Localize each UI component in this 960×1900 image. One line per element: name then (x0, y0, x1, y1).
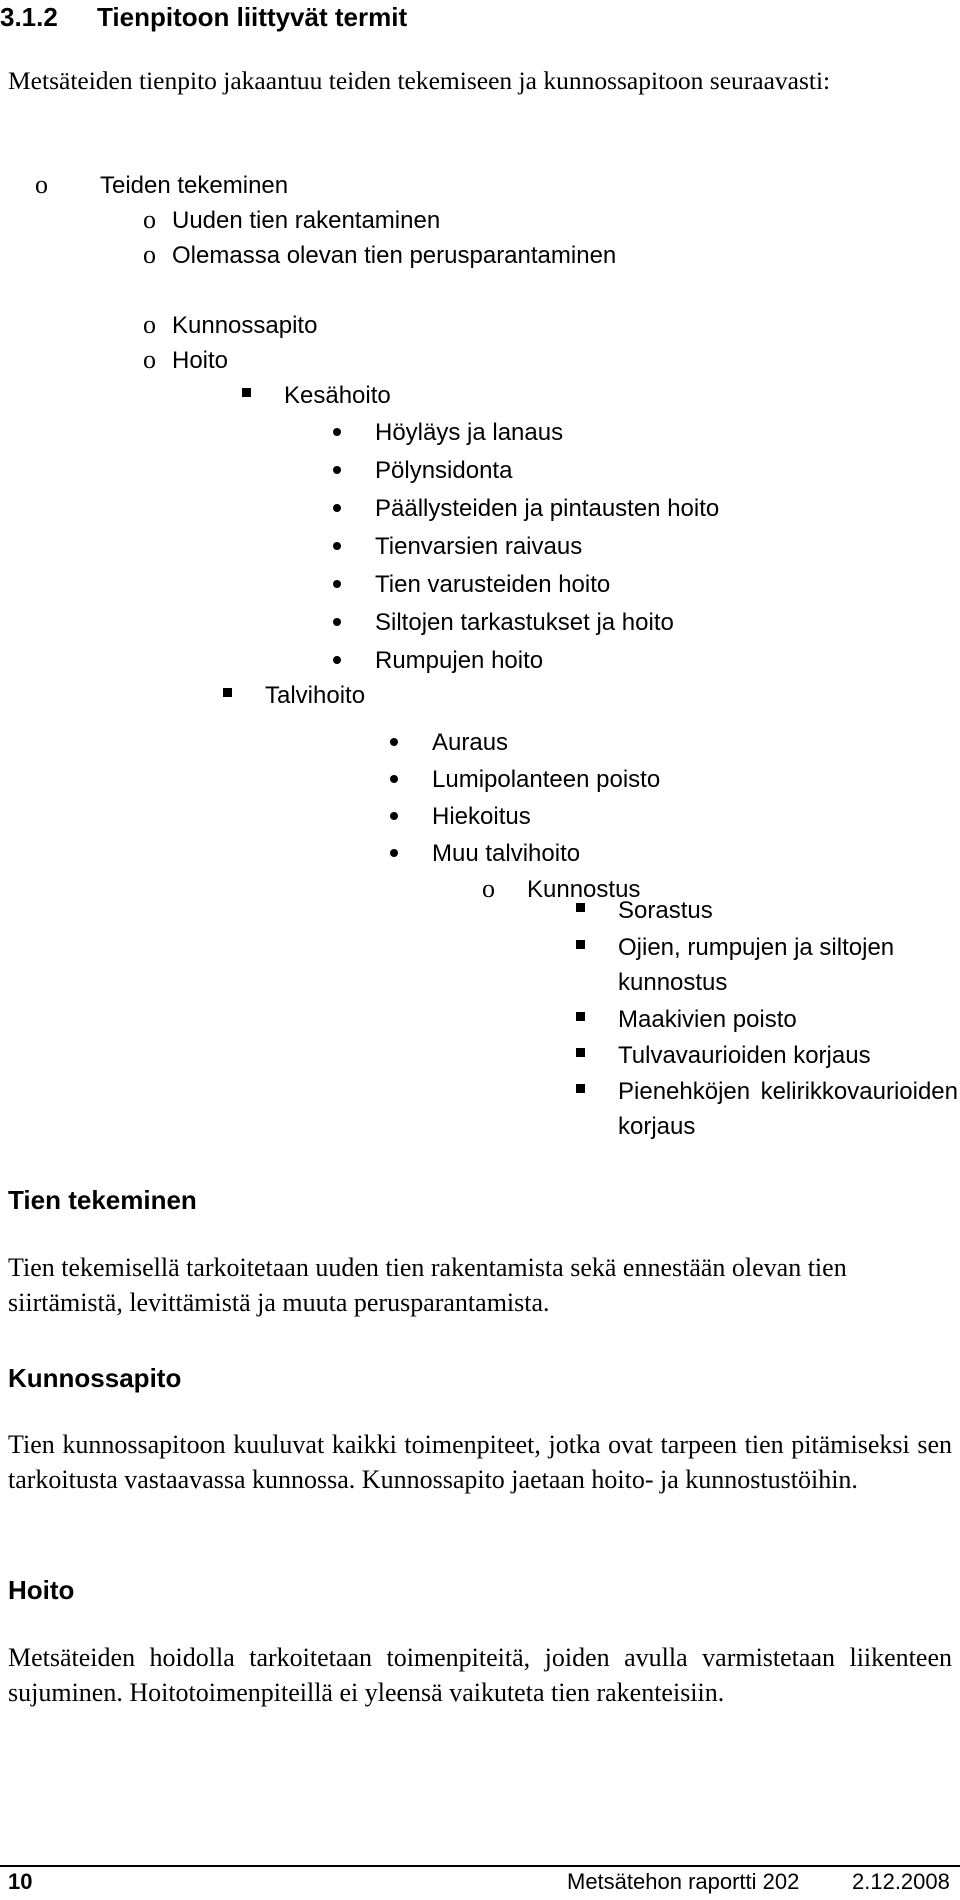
term-paragraph: Metsäteiden hoidolla tarkoitetaan toimenpiteitä, joiden avulla varmistetaan liikenteen sujuminen. Hoitotoimenpiteillä ei yleensä vaikuteta tien rakenteisiin. (8, 1643, 952, 1707)
outline-item: Hoito (172, 347, 229, 374)
outline-marker-o: o (35, 170, 48, 199)
term-paragraph: Tien kunnossapitoon kuuluvat kaikki toimenpiteet, jotka ovat tarpeen tien pitämiseksi sen tarkoitusta vastaavassa kunnossa. Kunnossapito jaetaan hoito- ja kunnostustöihin. (8, 1430, 952, 1494)
footer-date: 2.12.2008 (852, 1869, 950, 1894)
term-heading: Kunnossapito (8, 1363, 182, 1393)
section-title: Tienpitoon liittyvät termit (97, 2, 408, 32)
outline-item: Muu talvihoito (432, 840, 581, 867)
bullet-icon (333, 466, 341, 474)
footer-rule (0, 1865, 960, 1867)
bullet-icon (390, 738, 398, 746)
term-heading: Hoito (8, 1575, 75, 1605)
footer-publication: Metsätehon raportti 202 (567, 1869, 800, 1894)
outline-item: Kunnossapito (172, 312, 318, 339)
square-bullet-icon (576, 903, 585, 912)
square-bullet-icon (576, 1048, 585, 1057)
outline-item: Uuden tien rakentaminen (172, 207, 441, 234)
square-bullet-icon (242, 388, 251, 397)
bullet-icon (390, 849, 398, 857)
outline-item: Tien varusteiden hoito (375, 571, 611, 598)
outline-item: Maakivien poisto (618, 1006, 797, 1033)
outline-marker-o: o (143, 240, 156, 269)
bullet-icon (333, 656, 341, 664)
outline-item: Kesähoito (284, 382, 391, 409)
outline-item: Olemassa olevan tien perusparantaminen (172, 242, 617, 269)
outline-item: Siltojen tarkastukset ja hoito (375, 609, 674, 636)
outline-item: Tienvarsien raivaus (375, 533, 583, 560)
outline-item: Rumpujen hoito (375, 647, 544, 674)
square-bullet-icon (576, 940, 585, 949)
outline-marker-o: o (143, 205, 156, 234)
outline-item: Pienehköjen kelirikkovaurioiden korjaus (618, 1078, 958, 1140)
bullet-icon (333, 542, 341, 550)
outline-item: Teiden tekeminen (100, 172, 289, 199)
bullet-icon (333, 428, 341, 436)
outline-marker-o: o (143, 345, 156, 374)
outline-item: Höyläys ja lanaus (375, 419, 564, 446)
term-heading: Tien tekeminen (8, 1185, 197, 1215)
bullet-icon (333, 580, 341, 588)
outline-item: Pölynsidonta (375, 457, 513, 484)
outline-item: Ojien, rumpujen ja siltojen kunnostus (618, 934, 895, 996)
outline-item: Lumipolanteen poisto (432, 766, 661, 793)
outline-item: Hiekoitus (432, 803, 531, 830)
outline-item: Sorastus (618, 897, 713, 924)
outline-marker-o: o (482, 874, 495, 903)
outline-item: Tulvavaurioiden korjaus (618, 1042, 871, 1069)
outline-item: Auraus (432, 729, 509, 756)
square-bullet-icon (576, 1012, 585, 1021)
bullet-icon (390, 812, 398, 820)
square-bullet-icon (576, 1084, 585, 1093)
footer-page-number: 10 (8, 1869, 33, 1894)
intro-paragraph: Metsäteiden tienpito jakaantuu teiden tekemiseen ja kunnossapitoon seuraavasti: (8, 66, 831, 95)
bullet-icon (333, 618, 341, 626)
section-number: 3.1.2 (0, 2, 58, 32)
square-bullet-icon (223, 688, 232, 697)
outline-item: Talvihoito (265, 682, 366, 709)
outline-item: Kunnostus (527, 876, 641, 903)
term-paragraph: Tien tekemisellä tarkoitetaan uuden tien rakentamista sekä ennestään olevan tien siirtämistä, levittämistä ja muuta perusparantamista. (8, 1253, 847, 1317)
outline-item: Päällysteiden ja pintausten hoito (375, 495, 720, 522)
outline-marker-o: o (143, 310, 156, 339)
bullet-icon (390, 775, 398, 783)
bullet-icon (333, 504, 341, 512)
